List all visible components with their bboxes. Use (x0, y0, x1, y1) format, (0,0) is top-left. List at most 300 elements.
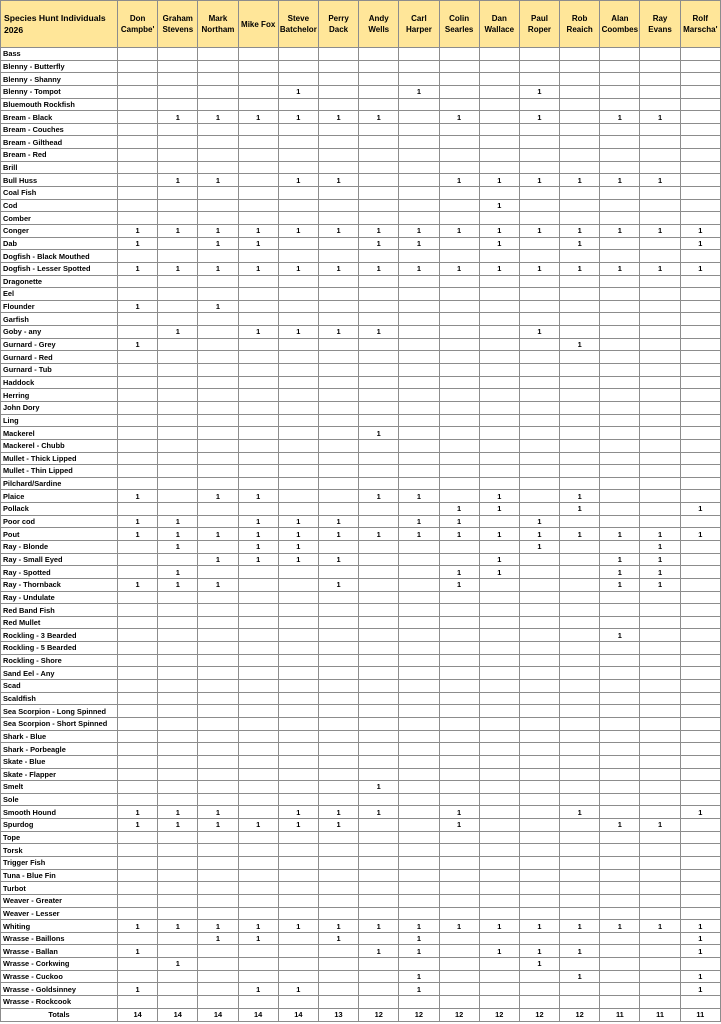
catch-cell[interactable] (359, 439, 399, 452)
catch-cell[interactable] (439, 136, 479, 149)
catch-cell[interactable]: 1 (399, 932, 439, 945)
catch-cell[interactable] (519, 730, 559, 743)
catch-cell[interactable] (560, 907, 600, 920)
catch-cell[interactable] (640, 717, 680, 730)
catch-cell[interactable] (118, 781, 158, 794)
catch-cell[interactable] (640, 60, 680, 73)
catch-cell[interactable]: 1 (158, 515, 198, 528)
catch-cell[interactable] (118, 250, 158, 263)
catch-cell[interactable] (439, 85, 479, 98)
catch-cell[interactable] (318, 793, 358, 806)
catch-cell[interactable] (600, 958, 640, 971)
catch-cell[interactable] (118, 869, 158, 882)
catch-cell[interactable] (359, 844, 399, 857)
catch-cell[interactable]: 1 (600, 566, 640, 579)
catch-cell[interactable]: 1 (118, 490, 158, 503)
catch-cell[interactable] (560, 844, 600, 857)
catch-cell[interactable] (399, 958, 439, 971)
catch-cell[interactable]: 1 (519, 515, 559, 528)
catch-cell[interactable] (519, 338, 559, 351)
catch-cell[interactable] (278, 136, 318, 149)
catch-cell[interactable] (118, 326, 158, 339)
catch-cell[interactable] (439, 98, 479, 111)
catch-cell[interactable] (519, 996, 559, 1009)
catch-cell[interactable]: 1 (118, 983, 158, 996)
catch-cell[interactable] (439, 692, 479, 705)
catch-cell[interactable] (318, 667, 358, 680)
catch-cell[interactable] (519, 857, 559, 870)
catch-cell[interactable] (318, 288, 358, 301)
catch-cell[interactable] (680, 540, 720, 553)
catch-cell[interactable] (600, 199, 640, 212)
species-cell[interactable]: Blenny - Tompot (1, 85, 118, 98)
catch-cell[interactable] (198, 161, 238, 174)
catch-cell[interactable] (118, 73, 158, 86)
catch-cell[interactable] (439, 755, 479, 768)
catch-cell[interactable] (479, 111, 519, 124)
catch-cell[interactable] (439, 401, 479, 414)
catch-cell[interactable] (560, 819, 600, 832)
catch-cell[interactable] (198, 857, 238, 870)
catch-cell[interactable]: 1 (359, 262, 399, 275)
catch-cell[interactable] (560, 882, 600, 895)
species-cell[interactable]: Ray - Thornback (1, 578, 118, 591)
catch-cell[interactable]: 1 (198, 819, 238, 832)
catch-cell[interactable] (600, 743, 640, 756)
catch-cell[interactable] (359, 477, 399, 490)
species-cell[interactable]: Gurnard - Red (1, 351, 118, 364)
catch-cell[interactable] (359, 566, 399, 579)
catch-cell[interactable]: 1 (640, 111, 680, 124)
catch-cell[interactable] (198, 970, 238, 983)
catch-cell[interactable] (238, 427, 278, 440)
catch-cell[interactable] (198, 692, 238, 705)
catch-cell[interactable] (439, 793, 479, 806)
catch-cell[interactable] (399, 111, 439, 124)
catch-cell[interactable] (560, 654, 600, 667)
catch-cell[interactable] (359, 60, 399, 73)
catch-cell[interactable] (479, 667, 519, 680)
catch-cell[interactable]: 1 (238, 920, 278, 933)
catch-cell[interactable]: 1 (158, 528, 198, 541)
catch-cell[interactable] (600, 604, 640, 617)
catch-cell[interactable] (479, 326, 519, 339)
catch-cell[interactable] (519, 932, 559, 945)
catch-cell[interactable] (560, 326, 600, 339)
catch-cell[interactable] (640, 983, 680, 996)
catch-cell[interactable] (439, 553, 479, 566)
catch-cell[interactable] (600, 48, 640, 61)
catch-cell[interactable] (238, 136, 278, 149)
catch-cell[interactable] (158, 616, 198, 629)
catch-cell[interactable] (640, 642, 680, 655)
catch-cell[interactable] (118, 591, 158, 604)
catch-cell[interactable] (318, 300, 358, 313)
catch-cell[interactable]: 1 (238, 111, 278, 124)
catch-cell[interactable] (479, 705, 519, 718)
species-cell[interactable]: Mullet - Thick Lipped (1, 452, 118, 465)
catch-cell[interactable] (519, 768, 559, 781)
species-cell[interactable]: Weaver - Greater (1, 894, 118, 907)
catch-cell[interactable] (479, 439, 519, 452)
catch-cell[interactable] (238, 174, 278, 187)
catch-cell[interactable]: 1 (238, 553, 278, 566)
catch-cell[interactable] (600, 212, 640, 225)
catch-cell[interactable] (399, 629, 439, 642)
catch-cell[interactable]: 1 (318, 553, 358, 566)
catch-cell[interactable] (680, 894, 720, 907)
catch-cell[interactable] (158, 98, 198, 111)
catch-cell[interactable] (640, 490, 680, 503)
catch-cell[interactable] (519, 300, 559, 313)
catch-cell[interactable]: 1 (278, 174, 318, 187)
catch-cell[interactable] (118, 161, 158, 174)
catch-cell[interactable]: 1 (278, 326, 318, 339)
catch-cell[interactable] (238, 616, 278, 629)
catch-cell[interactable]: 1 (238, 932, 278, 945)
catch-cell[interactable] (399, 768, 439, 781)
species-cell[interactable]: Bass (1, 48, 118, 61)
species-cell[interactable]: Red Mullet (1, 616, 118, 629)
catch-cell[interactable] (238, 401, 278, 414)
catch-cell[interactable]: 1 (519, 540, 559, 553)
catch-cell[interactable] (238, 452, 278, 465)
catch-cell[interactable] (399, 680, 439, 693)
catch-cell[interactable] (278, 376, 318, 389)
catch-cell[interactable] (399, 477, 439, 490)
catch-cell[interactable] (399, 566, 439, 579)
catch-cell[interactable] (439, 983, 479, 996)
catch-cell[interactable] (359, 161, 399, 174)
catch-cell[interactable] (198, 566, 238, 579)
catch-cell[interactable] (318, 604, 358, 617)
catch-cell[interactable] (479, 313, 519, 326)
catch-cell[interactable] (118, 351, 158, 364)
catch-cell[interactable] (680, 313, 720, 326)
catch-cell[interactable] (238, 768, 278, 781)
catch-cell[interactable] (680, 819, 720, 832)
catch-cell[interactable] (519, 288, 559, 301)
catch-cell[interactable] (680, 566, 720, 579)
catch-cell[interactable] (560, 983, 600, 996)
species-cell[interactable]: Haddock (1, 376, 118, 389)
catch-cell[interactable] (158, 894, 198, 907)
catch-cell[interactable] (359, 300, 399, 313)
catch-cell[interactable] (560, 376, 600, 389)
catch-cell[interactable] (680, 465, 720, 478)
catch-cell[interactable] (318, 237, 358, 250)
species-cell[interactable]: Shark - Blue (1, 730, 118, 743)
catch-cell[interactable] (680, 364, 720, 377)
catch-cell[interactable] (680, 604, 720, 617)
catch-cell[interactable] (198, 945, 238, 958)
catch-cell[interactable] (278, 894, 318, 907)
catch-cell[interactable] (278, 149, 318, 162)
catch-cell[interactable] (519, 452, 559, 465)
catch-cell[interactable] (118, 857, 158, 870)
catch-cell[interactable] (640, 73, 680, 86)
catch-cell[interactable] (439, 439, 479, 452)
catch-cell[interactable] (680, 958, 720, 971)
species-cell[interactable]: Wrasse - Rockcook (1, 996, 118, 1009)
catch-cell[interactable] (198, 477, 238, 490)
catch-cell[interactable] (399, 831, 439, 844)
catch-cell[interactable] (158, 85, 198, 98)
catch-cell[interactable] (118, 705, 158, 718)
catch-cell[interactable] (680, 48, 720, 61)
catch-cell[interactable] (278, 313, 318, 326)
angler-header[interactable]: Graham Stevens (158, 1, 198, 48)
catch-cell[interactable] (479, 743, 519, 756)
catch-cell[interactable]: 1 (318, 578, 358, 591)
catch-cell[interactable] (238, 566, 278, 579)
catch-cell[interactable]: 1 (399, 85, 439, 98)
catch-cell[interactable] (439, 604, 479, 617)
catch-cell[interactable] (238, 996, 278, 1009)
catch-cell[interactable] (680, 174, 720, 187)
catch-cell[interactable] (439, 730, 479, 743)
catch-cell[interactable]: 1 (439, 566, 479, 579)
catch-cell[interactable] (600, 680, 640, 693)
catch-cell[interactable] (238, 98, 278, 111)
catch-cell[interactable] (359, 364, 399, 377)
catch-cell[interactable] (238, 300, 278, 313)
catch-cell[interactable] (600, 996, 640, 1009)
catch-cell[interactable] (439, 844, 479, 857)
catch-cell[interactable] (600, 465, 640, 478)
catch-cell[interactable] (399, 187, 439, 200)
catch-cell[interactable] (439, 907, 479, 920)
catch-cell[interactable] (359, 970, 399, 983)
catch-cell[interactable] (158, 288, 198, 301)
catch-cell[interactable] (238, 692, 278, 705)
catch-cell[interactable] (318, 692, 358, 705)
catch-cell[interactable] (318, 477, 358, 490)
catch-cell[interactable]: 1 (359, 490, 399, 503)
catch-cell[interactable] (399, 907, 439, 920)
catch-cell[interactable] (439, 970, 479, 983)
catch-cell[interactable] (318, 983, 358, 996)
catch-cell[interactable] (118, 907, 158, 920)
catch-cell[interactable] (439, 894, 479, 907)
catch-cell[interactable] (560, 414, 600, 427)
catch-cell[interactable] (118, 414, 158, 427)
catch-cell[interactable] (238, 149, 278, 162)
catch-cell[interactable]: 1 (560, 262, 600, 275)
catch-cell[interactable] (680, 907, 720, 920)
catch-cell[interactable] (519, 490, 559, 503)
catch-cell[interactable] (560, 364, 600, 377)
catch-cell[interactable] (519, 970, 559, 983)
catch-cell[interactable] (399, 161, 439, 174)
catch-cell[interactable] (238, 389, 278, 402)
catch-cell[interactable] (399, 401, 439, 414)
catch-cell[interactable]: 1 (118, 806, 158, 819)
catch-cell[interactable] (158, 149, 198, 162)
catch-cell[interactable] (278, 793, 318, 806)
catch-cell[interactable]: 1 (600, 111, 640, 124)
catch-cell[interactable] (600, 376, 640, 389)
catch-cell[interactable] (399, 503, 439, 516)
catch-cell[interactable] (238, 578, 278, 591)
catch-cell[interactable] (198, 452, 238, 465)
species-cell[interactable]: Whiting (1, 920, 118, 933)
angler-header[interactable]: Andy Wells (359, 1, 399, 48)
catch-cell[interactable] (519, 351, 559, 364)
catch-cell[interactable]: 1 (479, 490, 519, 503)
catch-cell[interactable]: 1 (560, 174, 600, 187)
catch-cell[interactable] (359, 882, 399, 895)
catch-cell[interactable] (118, 996, 158, 1009)
catch-cell[interactable] (439, 465, 479, 478)
catch-cell[interactable] (118, 389, 158, 402)
species-cell[interactable]: Wrasse - Baillons (1, 932, 118, 945)
catch-cell[interactable] (640, 667, 680, 680)
catch-cell[interactable]: 1 (600, 629, 640, 642)
catch-cell[interactable] (680, 389, 720, 402)
catch-cell[interactable] (640, 793, 680, 806)
catch-cell[interactable] (278, 427, 318, 440)
catch-cell[interactable] (560, 389, 600, 402)
catch-cell[interactable] (198, 515, 238, 528)
catch-cell[interactable] (439, 48, 479, 61)
catch-cell[interactable] (560, 604, 600, 617)
catch-cell[interactable] (680, 705, 720, 718)
catch-cell[interactable] (600, 831, 640, 844)
catch-cell[interactable] (158, 313, 198, 326)
catch-cell[interactable] (600, 452, 640, 465)
catch-cell[interactable] (399, 755, 439, 768)
catch-cell[interactable] (118, 439, 158, 452)
catch-cell[interactable]: 1 (600, 224, 640, 237)
catch-cell[interactable] (399, 250, 439, 263)
catch-cell[interactable] (560, 161, 600, 174)
catch-cell[interactable] (118, 98, 158, 111)
catch-cell[interactable] (680, 831, 720, 844)
angler-header[interactable]: Carl Harper (399, 1, 439, 48)
catch-cell[interactable] (318, 996, 358, 1009)
catch-cell[interactable] (479, 857, 519, 870)
catch-cell[interactable] (640, 844, 680, 857)
catch-cell[interactable] (198, 275, 238, 288)
catch-cell[interactable] (359, 743, 399, 756)
catch-cell[interactable]: 1 (519, 528, 559, 541)
catch-cell[interactable] (158, 844, 198, 857)
catch-cell[interactable]: 1 (519, 174, 559, 187)
catch-cell[interactable] (600, 705, 640, 718)
catch-cell[interactable] (479, 819, 519, 832)
catch-cell[interactable] (278, 654, 318, 667)
catch-cell[interactable]: 1 (158, 566, 198, 579)
species-cell[interactable]: Turbot (1, 882, 118, 895)
catch-cell[interactable]: 1 (278, 85, 318, 98)
catch-cell[interactable]: 1 (519, 958, 559, 971)
catch-cell[interactable] (118, 48, 158, 61)
catch-cell[interactable] (640, 85, 680, 98)
catch-cell[interactable] (439, 389, 479, 402)
catch-cell[interactable] (680, 692, 720, 705)
catch-cell[interactable] (439, 717, 479, 730)
catch-cell[interactable] (359, 515, 399, 528)
catch-cell[interactable] (519, 819, 559, 832)
catch-cell[interactable] (479, 781, 519, 794)
catch-cell[interactable] (479, 793, 519, 806)
catch-cell[interactable] (439, 654, 479, 667)
catch-cell[interactable]: 1 (439, 262, 479, 275)
catch-cell[interactable] (519, 806, 559, 819)
catch-cell[interactable] (680, 591, 720, 604)
catch-cell[interactable]: 1 (158, 111, 198, 124)
catch-cell[interactable] (560, 932, 600, 945)
catch-cell[interactable] (238, 882, 278, 895)
catch-cell[interactable]: 1 (680, 224, 720, 237)
catch-cell[interactable] (640, 414, 680, 427)
catch-cell[interactable] (680, 857, 720, 870)
catch-cell[interactable] (640, 705, 680, 718)
catch-cell[interactable] (359, 932, 399, 945)
catch-cell[interactable] (519, 376, 559, 389)
catch-cell[interactable]: 1 (198, 174, 238, 187)
angler-header[interactable]: Paul Roper (519, 1, 559, 48)
species-cell[interactable]: Smelt (1, 781, 118, 794)
catch-cell[interactable] (359, 401, 399, 414)
catch-cell[interactable] (680, 996, 720, 1009)
species-cell[interactable]: Bream - Red (1, 149, 118, 162)
catch-cell[interactable] (640, 996, 680, 1009)
species-cell[interactable]: Brill (1, 161, 118, 174)
catch-cell[interactable] (278, 477, 318, 490)
angler-header[interactable]: Don Campbe' (118, 1, 158, 48)
catch-cell[interactable] (600, 364, 640, 377)
catch-cell[interactable] (118, 844, 158, 857)
catch-cell[interactable] (640, 692, 680, 705)
catch-cell[interactable] (439, 414, 479, 427)
catch-cell[interactable] (359, 452, 399, 465)
catch-cell[interactable] (278, 781, 318, 794)
catch-cell[interactable]: 1 (399, 983, 439, 996)
species-cell[interactable]: Dogfish - Lesser Spotted (1, 262, 118, 275)
catch-cell[interactable] (479, 161, 519, 174)
catch-cell[interactable] (278, 237, 318, 250)
catch-cell[interactable] (318, 882, 358, 895)
catch-cell[interactable]: 1 (359, 945, 399, 958)
catch-cell[interactable]: 1 (278, 540, 318, 553)
catch-cell[interactable] (198, 503, 238, 516)
catch-cell[interactable] (560, 401, 600, 414)
catch-cell[interactable] (359, 313, 399, 326)
catch-cell[interactable] (198, 212, 238, 225)
catch-cell[interactable] (560, 85, 600, 98)
catch-cell[interactable] (560, 642, 600, 655)
catch-cell[interactable]: 1 (158, 224, 198, 237)
catch-cell[interactable] (118, 465, 158, 478)
catch-cell[interactable] (198, 401, 238, 414)
catch-cell[interactable] (600, 654, 640, 667)
catch-cell[interactable] (640, 781, 680, 794)
catch-cell[interactable] (318, 869, 358, 882)
catch-cell[interactable] (600, 313, 640, 326)
catch-cell[interactable] (278, 958, 318, 971)
catch-cell[interactable] (238, 844, 278, 857)
catch-cell[interactable] (519, 654, 559, 667)
catch-cell[interactable] (680, 212, 720, 225)
catch-cell[interactable]: 1 (359, 806, 399, 819)
catch-cell[interactable] (399, 819, 439, 832)
catch-cell[interactable] (118, 376, 158, 389)
catch-cell[interactable] (318, 705, 358, 718)
catch-cell[interactable] (439, 250, 479, 263)
catch-cell[interactable] (158, 401, 198, 414)
